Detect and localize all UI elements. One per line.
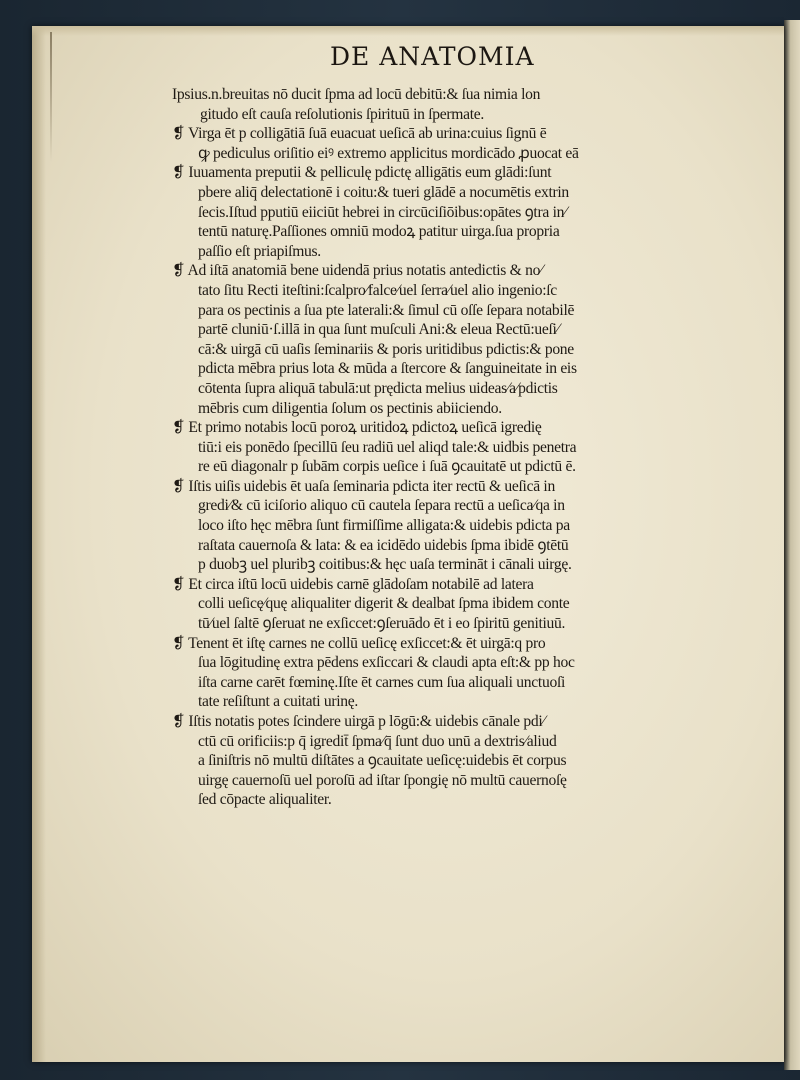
text-line: ❡ Et primo notabis locū poroꝝ uritidoꝝ pdictoꝝ ueſicā igredię	[172, 419, 542, 437]
text-line: colli ueſicę⁄quę aliqualiter digerit & dealbat ſpma ibidem conte	[198, 595, 570, 613]
text-line: ſed cōpacte aliqualiter.	[198, 791, 332, 809]
text-line: ❡ Iuuamenta preputii & pelliculę pdictę alligātis eum glādi:ſunt	[172, 164, 552, 182]
text-line: tiū:i eis ponēdo ſpecillū ſeu radiū uel aliqd tale:& uidbis penetra	[198, 438, 577, 456]
text-line: ❡ Iſtis notatis potes ſcindere uirgā p lōgū:& uidebis cānale pdi⁄	[172, 713, 545, 730]
text-line: pbere aliq̄ delectationē i coitu:& tueri glādē a nocumētis extrin	[198, 183, 569, 201]
running-header: DE ANATOMIA	[330, 42, 535, 71]
page-shadow-top	[32, 26, 784, 36]
text-line: iſta carne carēt fœminę.Iſte ēt carnes cum ſua aliquali unctuoſi	[198, 673, 566, 691]
text-line: tate reſiſtunt a cuitati urinę.	[198, 693, 359, 711]
text-line: gredi⁄& cū iciſorio aliquo cū cautela ſepara rectū a ueſica⁄qa in	[198, 497, 565, 515]
text-line: cōtenta ſupra aliquā tabulā:ut prędicta melius uideas⁄a⁄pdictis	[198, 379, 558, 397]
text-line: pdicta mēbra prius lota & mūda a ſtercore & ſanguineitate in eis	[198, 360, 577, 378]
text-line: partē cluniū·ſ.illā in qua ſunt muſculi Ani:& eleua Rectū:ueſi⁄	[198, 321, 559, 339]
text-line: ❡ Iſtis uiſis uidebis ēt uaſa ſeminaria pdicta iter rectū & ueſicā in	[172, 477, 555, 495]
text-line: mēbris cum diligentia ſolum os pectinis abiiciendo.	[198, 399, 502, 417]
body-text	[172, 85, 717, 810]
text-line: tū⁄uel ſaltē ꝯſeruat ne exſiccet:ꝯſeruādo ēt i eo ſpiritū genitiuū.	[198, 615, 566, 633]
text-line: ❡ Virga ēt p colligātiā ſuā euacuat ueſicā ab urina:cuius ſignū ē	[172, 125, 547, 143]
page-fold-mark	[50, 32, 52, 162]
text-line: raſtata cauernoſa & lata: & ea icidēdo uidebis ſpma ibidē ꝯtētū	[198, 536, 569, 554]
text-line: ❡ Tenent ēt iſtę carnes ne collū ueſicę exſiccet:& ēt uirgā:q pro	[172, 634, 546, 652]
facing-page-edge	[784, 20, 800, 1070]
text-line: ſua lōgitudinę extra pēdens exſiccari & claudi apta eſt:& pp hoc	[198, 654, 575, 672]
text-line: loco iſto hęc mēbra ſunt firmiſſime alligata:& uidebis pdicta pa	[198, 517, 570, 535]
page-shadow-left	[32, 26, 46, 1062]
text-line: uirgę cauernoſū uel poroſū ad iſtar ſpongię nō multū cauernoſę	[198, 771, 567, 789]
text-line: a ſiniſtris nō multū diſtātes a ꝯcauitate ueſicę:uidebis ēt corpus	[198, 752, 567, 770]
text-line: gitudo eſt cauſa reſolutionis ſpirituū in ſpermate.	[200, 105, 484, 123]
text-line: ſecis.Iſtud pputiū eiiciūt hebrei in circūciſiōibus:opātes ꝯtra in⁄	[198, 203, 567, 221]
text-line: ctū cū orificiis:p q̄ igredit̄ ſpma⁄q̄ ſunt duo unū a dextris⁄aliud	[198, 732, 557, 750]
text-line: paſſio eſt priapiſmus.	[198, 242, 321, 260]
text-line: ❡ Ad iſtā anatomiā bene uidendā prius notatis antedictis & no⁄	[172, 262, 543, 280]
text-line: re eū diagonalr p ſubām corpis ueſice i ſuā ꝯcauitatē ut pdictū ē.	[198, 458, 576, 476]
text-line: tato ſitu Recti iteſtini:ſcalpro⁄falce⁄uel ſerra⁄uel alio ingenio:ſc	[198, 281, 557, 299]
text-line: cā:& uirgā cū uaſis ſeminariis & poris uritidibus pdictis:& pone	[198, 340, 574, 358]
text-line: ❡ Et circa iſtū locū uidebis carnē glādoſam notabilē ad latera	[172, 575, 534, 593]
text-line: tentū naturę.Paſſiones omniū modoꝝ patitur uirga.ſua propria	[198, 223, 560, 241]
text-line: Ipsius.n.breuitas nō ducit ſpma ad locū debitū:& ſua nimia lon	[172, 86, 541, 103]
text-line: p duobꝫ uel pluribꝫ coitibus:& hęc uaſa termināt i cānali uirgę.	[198, 556, 572, 574]
text-line: para os pectinis a ſua pte laterali:& ſimul cū oſſe ſepara notabilē	[198, 301, 575, 319]
text-line: ꝙ pediculus oriſitio eiꝰ extremo applicitus mordicādo ꝓuocat eā	[198, 144, 579, 162]
